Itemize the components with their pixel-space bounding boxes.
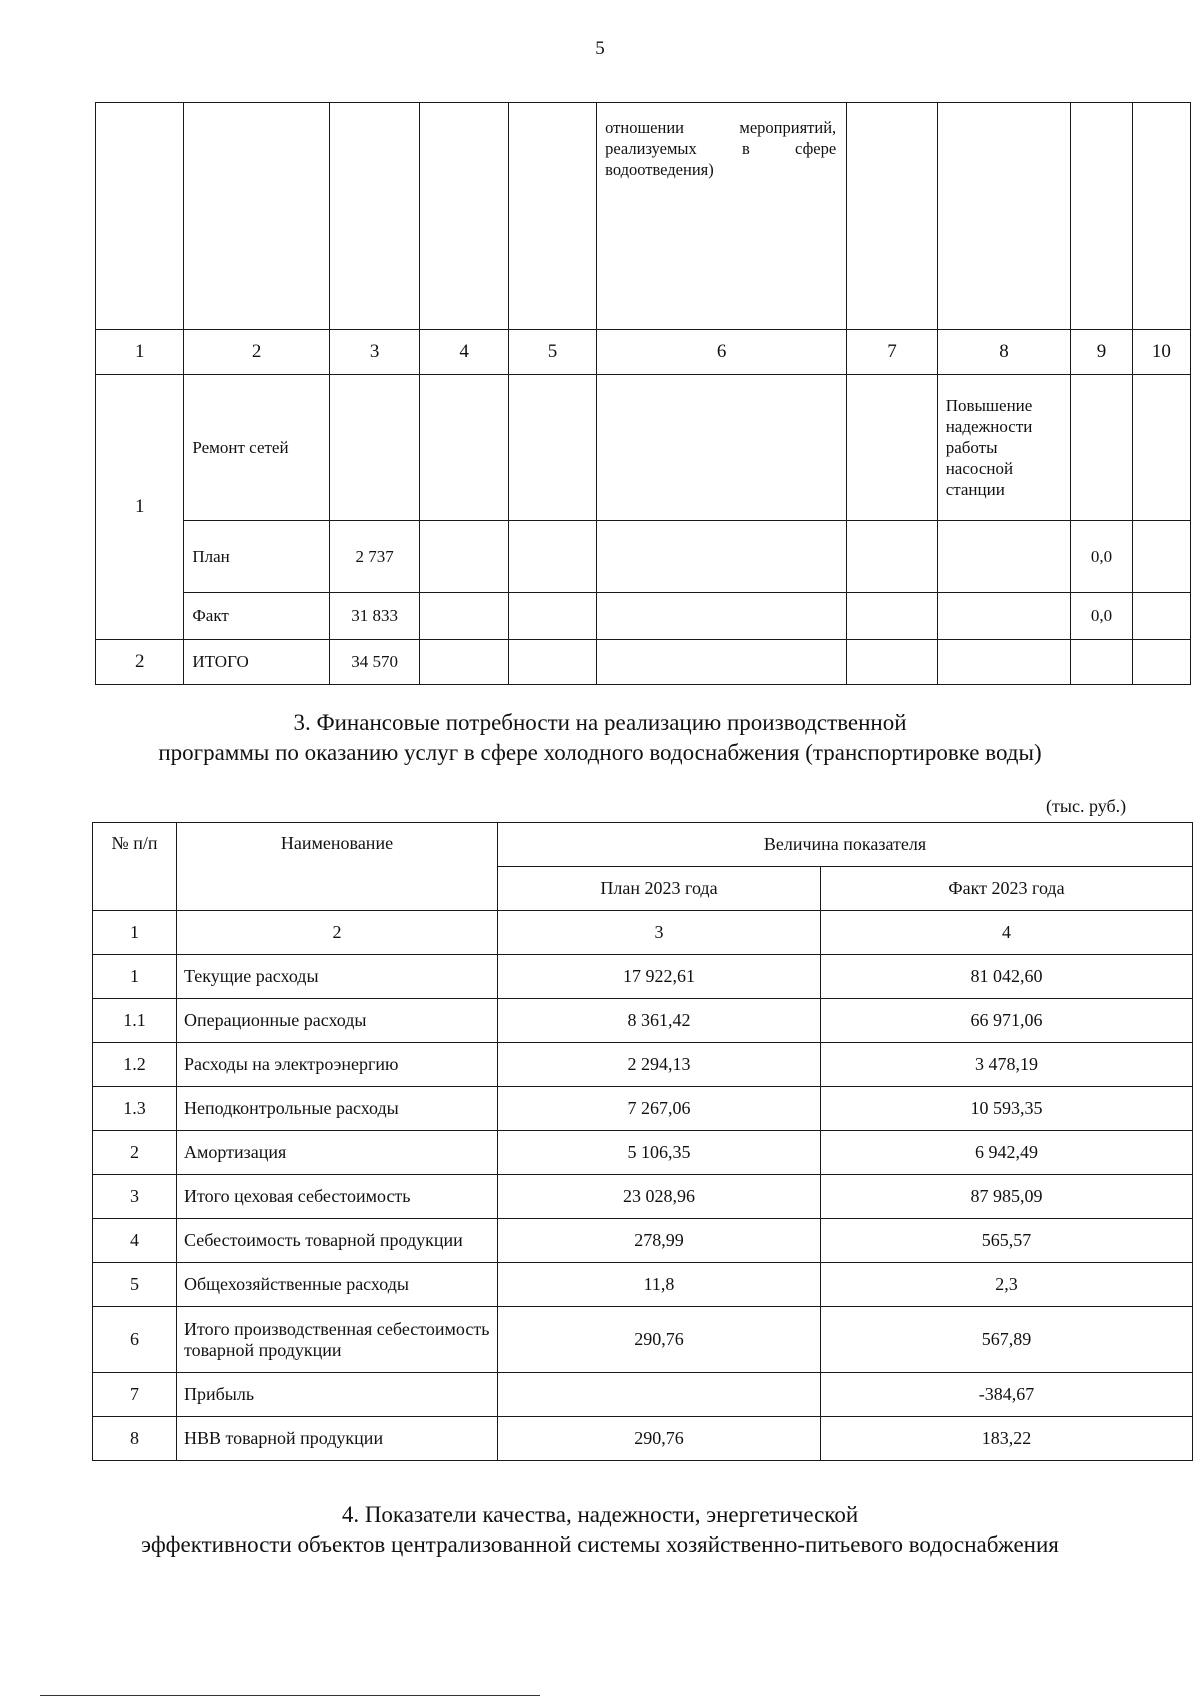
table-row	[93, 1373, 1193, 1417]
section-3-title-line2: программы по оказанию услуг в сфере холодного водоснабжения (транспортировке воды)	[158, 740, 1042, 765]
plan-label: План	[184, 521, 329, 593]
row-fact: 3 478,19	[821, 1043, 1193, 1087]
column-number: 2	[177, 911, 498, 955]
row-fact: 87 985,09	[821, 1175, 1193, 1219]
column-number: 7	[847, 330, 938, 375]
row-plan: 290,76	[498, 1307, 821, 1373]
row-name: НВВ товарной продукции	[177, 1417, 498, 1461]
plan-col9-value: 0,0	[1071, 521, 1132, 593]
column-number: 1	[93, 911, 177, 955]
continuation-text: отношении мероприятий, реализуемых в сфере водоотведения)	[605, 118, 837, 179]
row-fact: 81 042,60	[821, 955, 1193, 999]
row-plan: 8 361,42	[498, 999, 821, 1043]
header-fact: Факт 2023 года	[821, 867, 1193, 911]
table-row	[96, 103, 1191, 330]
header-name: Наименование	[177, 823, 498, 911]
table-row	[93, 1087, 1193, 1131]
header-no: № п/п	[93, 823, 177, 911]
row-name: Неподконтрольные расходы	[177, 1087, 498, 1131]
row-number: 4	[93, 1219, 177, 1263]
row-fact: 2,3	[821, 1263, 1193, 1307]
row-name: Общехозяйственные расходы	[177, 1263, 498, 1307]
row-fact: 567,89	[821, 1307, 1193, 1373]
row-number: 1.2	[93, 1043, 177, 1087]
table-row	[93, 1175, 1193, 1219]
fact-col9-value: 0,0	[1071, 593, 1132, 640]
table-row	[93, 1043, 1193, 1087]
section-4-title-line2: эффективности объектов централизованной системы хозяйственно-питьевого водоснабжения	[141, 1532, 1059, 1557]
header-value-group: Величина показателя	[498, 823, 1193, 867]
row-fact: 183,22	[821, 1417, 1193, 1461]
column-numbers-row	[96, 330, 1191, 375]
column-number: 6	[597, 330, 847, 375]
fact-label: Факт	[184, 593, 329, 640]
row-fact: 6 942,49	[821, 1131, 1193, 1175]
row-plan: 290,76	[498, 1417, 821, 1461]
row-plan: 11,8	[498, 1263, 821, 1307]
column-number: 2	[184, 330, 329, 375]
table-row	[93, 955, 1193, 999]
financial-needs-table	[92, 822, 1193, 1461]
row-number: 2	[96, 640, 184, 685]
row-plan: 23 028,96	[498, 1175, 821, 1219]
measure-name: Ремонт сетей	[184, 375, 329, 521]
column-number: 5	[508, 330, 596, 375]
row-number: 3	[93, 1175, 177, 1219]
row-number: 7	[93, 1373, 177, 1417]
measures-table	[95, 102, 1191, 685]
row-fact: -384,67	[821, 1373, 1193, 1417]
column-number: 4	[821, 911, 1193, 955]
column-number: 9	[1071, 330, 1132, 375]
plan-value: 2 737	[329, 521, 420, 593]
row-number: 8	[93, 1417, 177, 1461]
row-name: Итого производственная себестоимость товарной продукции	[177, 1307, 498, 1373]
column-number: 1	[96, 330, 184, 375]
column-number: 3	[329, 330, 420, 375]
row-number: 1	[93, 955, 177, 999]
row-number: 1.3	[93, 1087, 177, 1131]
row-name: Прибыль	[177, 1373, 498, 1417]
table-row	[93, 1417, 1193, 1461]
row-plan: 2 294,13	[498, 1043, 821, 1087]
column-number: 3	[498, 911, 821, 955]
table-row	[93, 1263, 1193, 1307]
measure-purpose: Повышение надежности работы насосной станции	[937, 375, 1071, 521]
row-fact: 10 593,35	[821, 1087, 1193, 1131]
row-plan: 5 106,35	[498, 1131, 821, 1175]
column-number: 10	[1132, 330, 1190, 375]
section-4-heading	[0, 1500, 1200, 1560]
table-row	[96, 593, 1191, 640]
row-plan: 17 922,61	[498, 955, 821, 999]
footer-divider	[40, 1695, 540, 1696]
row-name: Себестоимость товарной продукции	[177, 1219, 498, 1263]
total-label: ИТОГО	[184, 640, 329, 685]
table-row	[96, 375, 1191, 521]
fact-value: 31 833	[329, 593, 420, 640]
row-name: Операционные расходы	[177, 999, 498, 1043]
row-number: 5	[93, 1263, 177, 1307]
row-name: Расходы на электроэнергию	[177, 1043, 498, 1087]
row-name: Амортизация	[177, 1131, 498, 1175]
table-row	[96, 640, 1191, 685]
units-label: (тыс. руб.)	[1046, 796, 1127, 816]
table-header-row	[93, 823, 1193, 867]
table-row	[93, 1131, 1193, 1175]
row-plan	[498, 1373, 821, 1417]
row-number: 1.1	[93, 999, 177, 1043]
row-fact: 66 971,06	[821, 999, 1193, 1043]
column-numbers-row	[93, 911, 1193, 955]
page-number: 5	[595, 38, 605, 59]
table-row	[93, 1219, 1193, 1263]
row-name: Текущие расходы	[177, 955, 498, 999]
column-number: 4	[420, 330, 508, 375]
row-number: 6	[93, 1307, 177, 1373]
row-name: Итого цеховая себестоимость	[177, 1175, 498, 1219]
section-3-heading	[0, 708, 1200, 768]
table-row	[93, 999, 1193, 1043]
section-4-title-line1: 4. Показатели качества, надежности, энергетической	[341, 1502, 859, 1527]
table-row	[96, 521, 1191, 593]
total-value: 34 570	[329, 640, 420, 685]
header-plan: План 2023 года	[498, 867, 821, 911]
section-3-title-line1: 3. Финансовые потребности на реализацию производственной	[293, 710, 907, 735]
column-number: 8	[937, 330, 1071, 375]
row-number: 1	[96, 375, 184, 640]
row-number: 2	[93, 1131, 177, 1175]
row-fact: 565,57	[821, 1219, 1193, 1263]
row-plan: 7 267,06	[498, 1087, 821, 1131]
table-row	[93, 1307, 1193, 1373]
row-plan: 278,99	[498, 1219, 821, 1263]
